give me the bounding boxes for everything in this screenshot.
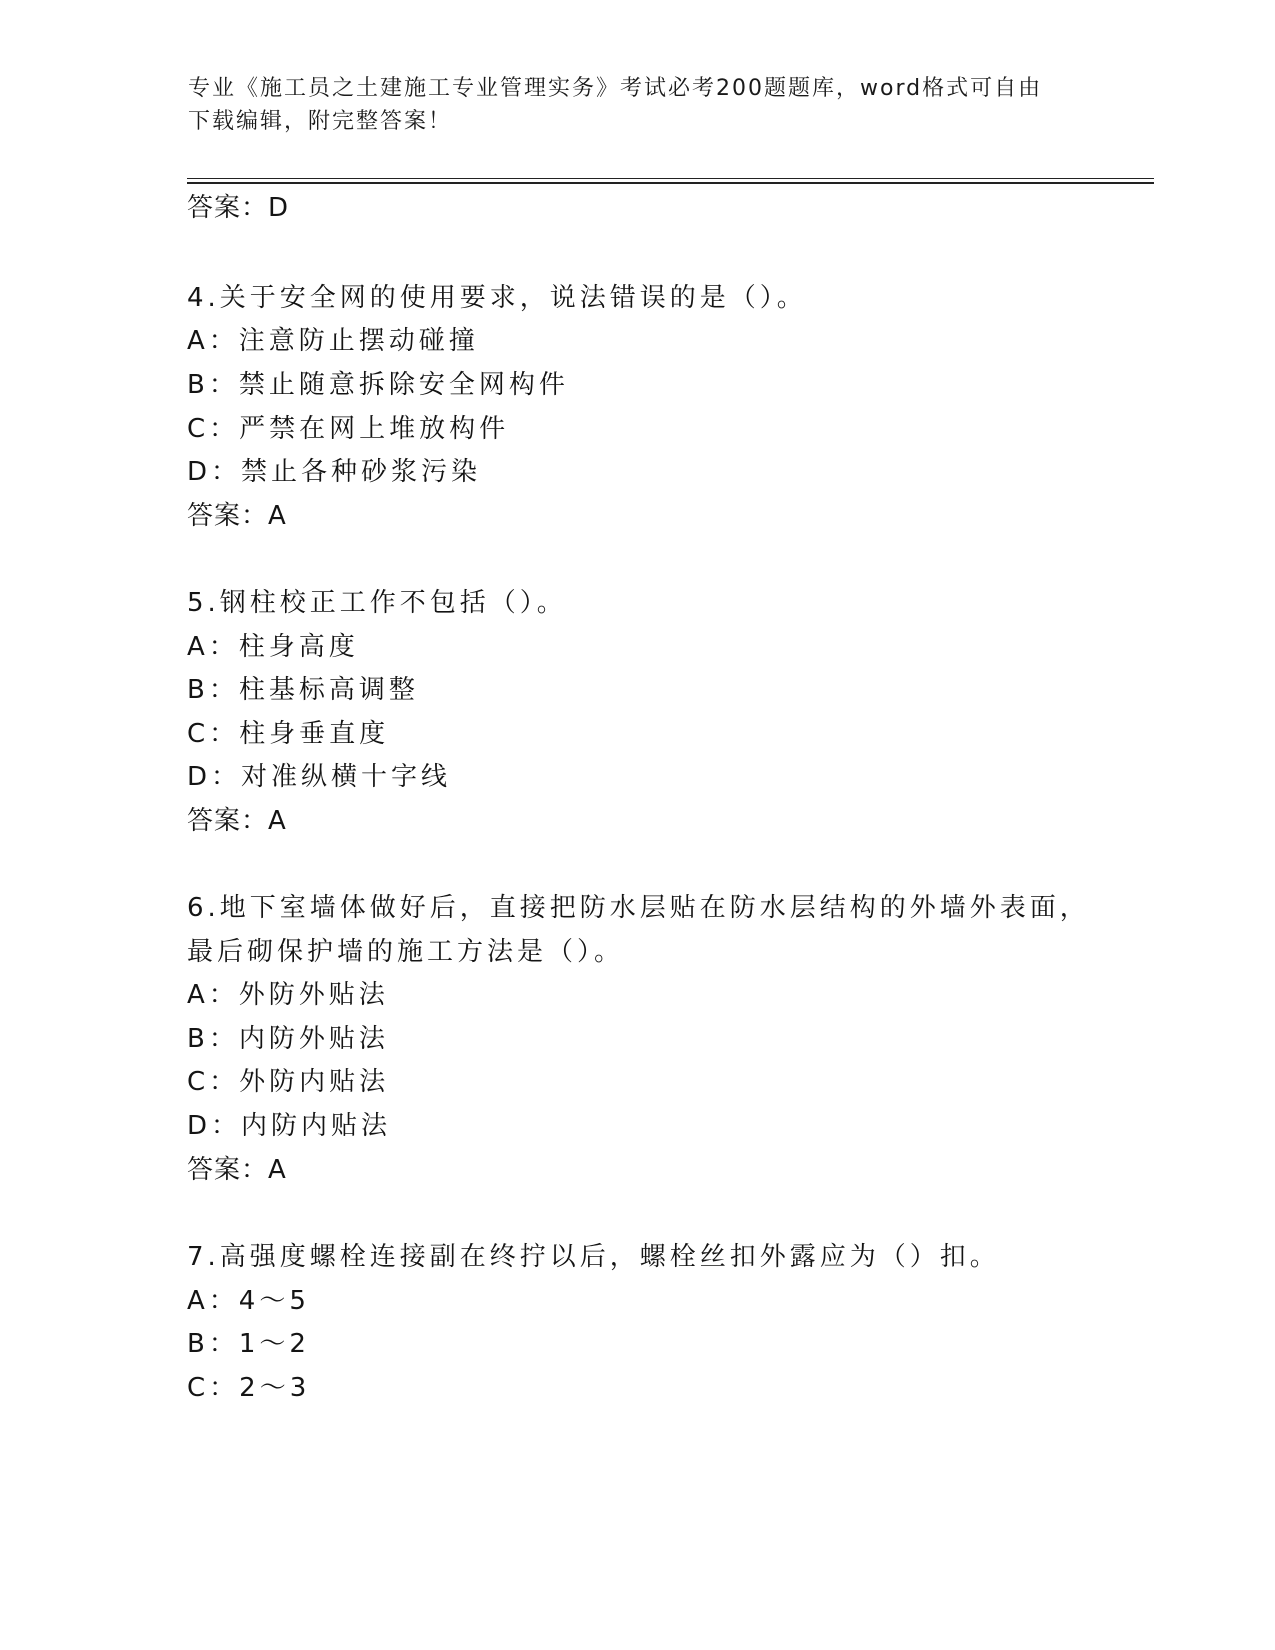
q6-question-line-2: 最后砌保护墙的施工方法是（）。 <box>187 937 625 967</box>
q6-option-d: D：内防内贴法 <box>187 1111 392 1141</box>
q5-option-a: A：柱身高度 <box>187 632 359 662</box>
q6-option-b: B：内防外贴法 <box>187 1024 389 1054</box>
q6-question-line-1: 6.地下室墙体做好后，直接把防水层贴在防水层结构的外墙外表面， <box>187 893 1090 923</box>
q5-option-c: C：柱身垂直度 <box>187 719 390 749</box>
q5-question: 5.钢柱校正工作不包括（）。 <box>187 588 567 618</box>
q6-answer: 答案：A <box>187 1155 287 1185</box>
q4-option-a: A：注意防止摆动碰撞 <box>187 326 479 356</box>
q4-option-d: D：禁止各种砂浆污染 <box>187 457 482 487</box>
header-title-line-2: 下载编辑，附完整答案！ <box>188 109 453 134</box>
prev-answer: 答案：D <box>187 193 290 223</box>
q5-answer: 答案：A <box>187 806 287 836</box>
q6-option-a: A：外防外贴法 <box>187 980 389 1010</box>
header-divider-thin <box>187 178 1154 179</box>
q7-question: 7.高强度螺栓连接副在终拧以后，螺栓丝扣外露应为（）扣。 <box>187 1242 1000 1272</box>
q4-option-c: C：严禁在网上堆放构件 <box>187 414 510 444</box>
header-divider-thick <box>187 182 1154 184</box>
q7-option-c: C：2～3 <box>187 1373 311 1403</box>
q6-option-c: C：外防内贴法 <box>187 1067 390 1097</box>
document-header <box>188 72 1068 138</box>
q5-option-d: D：对准纵横十字线 <box>187 762 452 792</box>
q7-option-a: A：4～5 <box>187 1286 310 1316</box>
q7-option-b: B：1～2 <box>187 1329 310 1359</box>
q5-option-b: B：柱基标高调整 <box>187 675 419 705</box>
q4-option-b: B：禁止随意拆除安全网构件 <box>187 370 569 400</box>
header-title-line-1: 专业《施工员之土建施工专业管理实务》考试必考200题题库，word格式可自由 <box>188 76 1043 101</box>
q4-question: 4.关于安全网的使用要求，说法错误的是（）。 <box>187 283 807 313</box>
q4-answer: 答案：A <box>187 501 287 531</box>
